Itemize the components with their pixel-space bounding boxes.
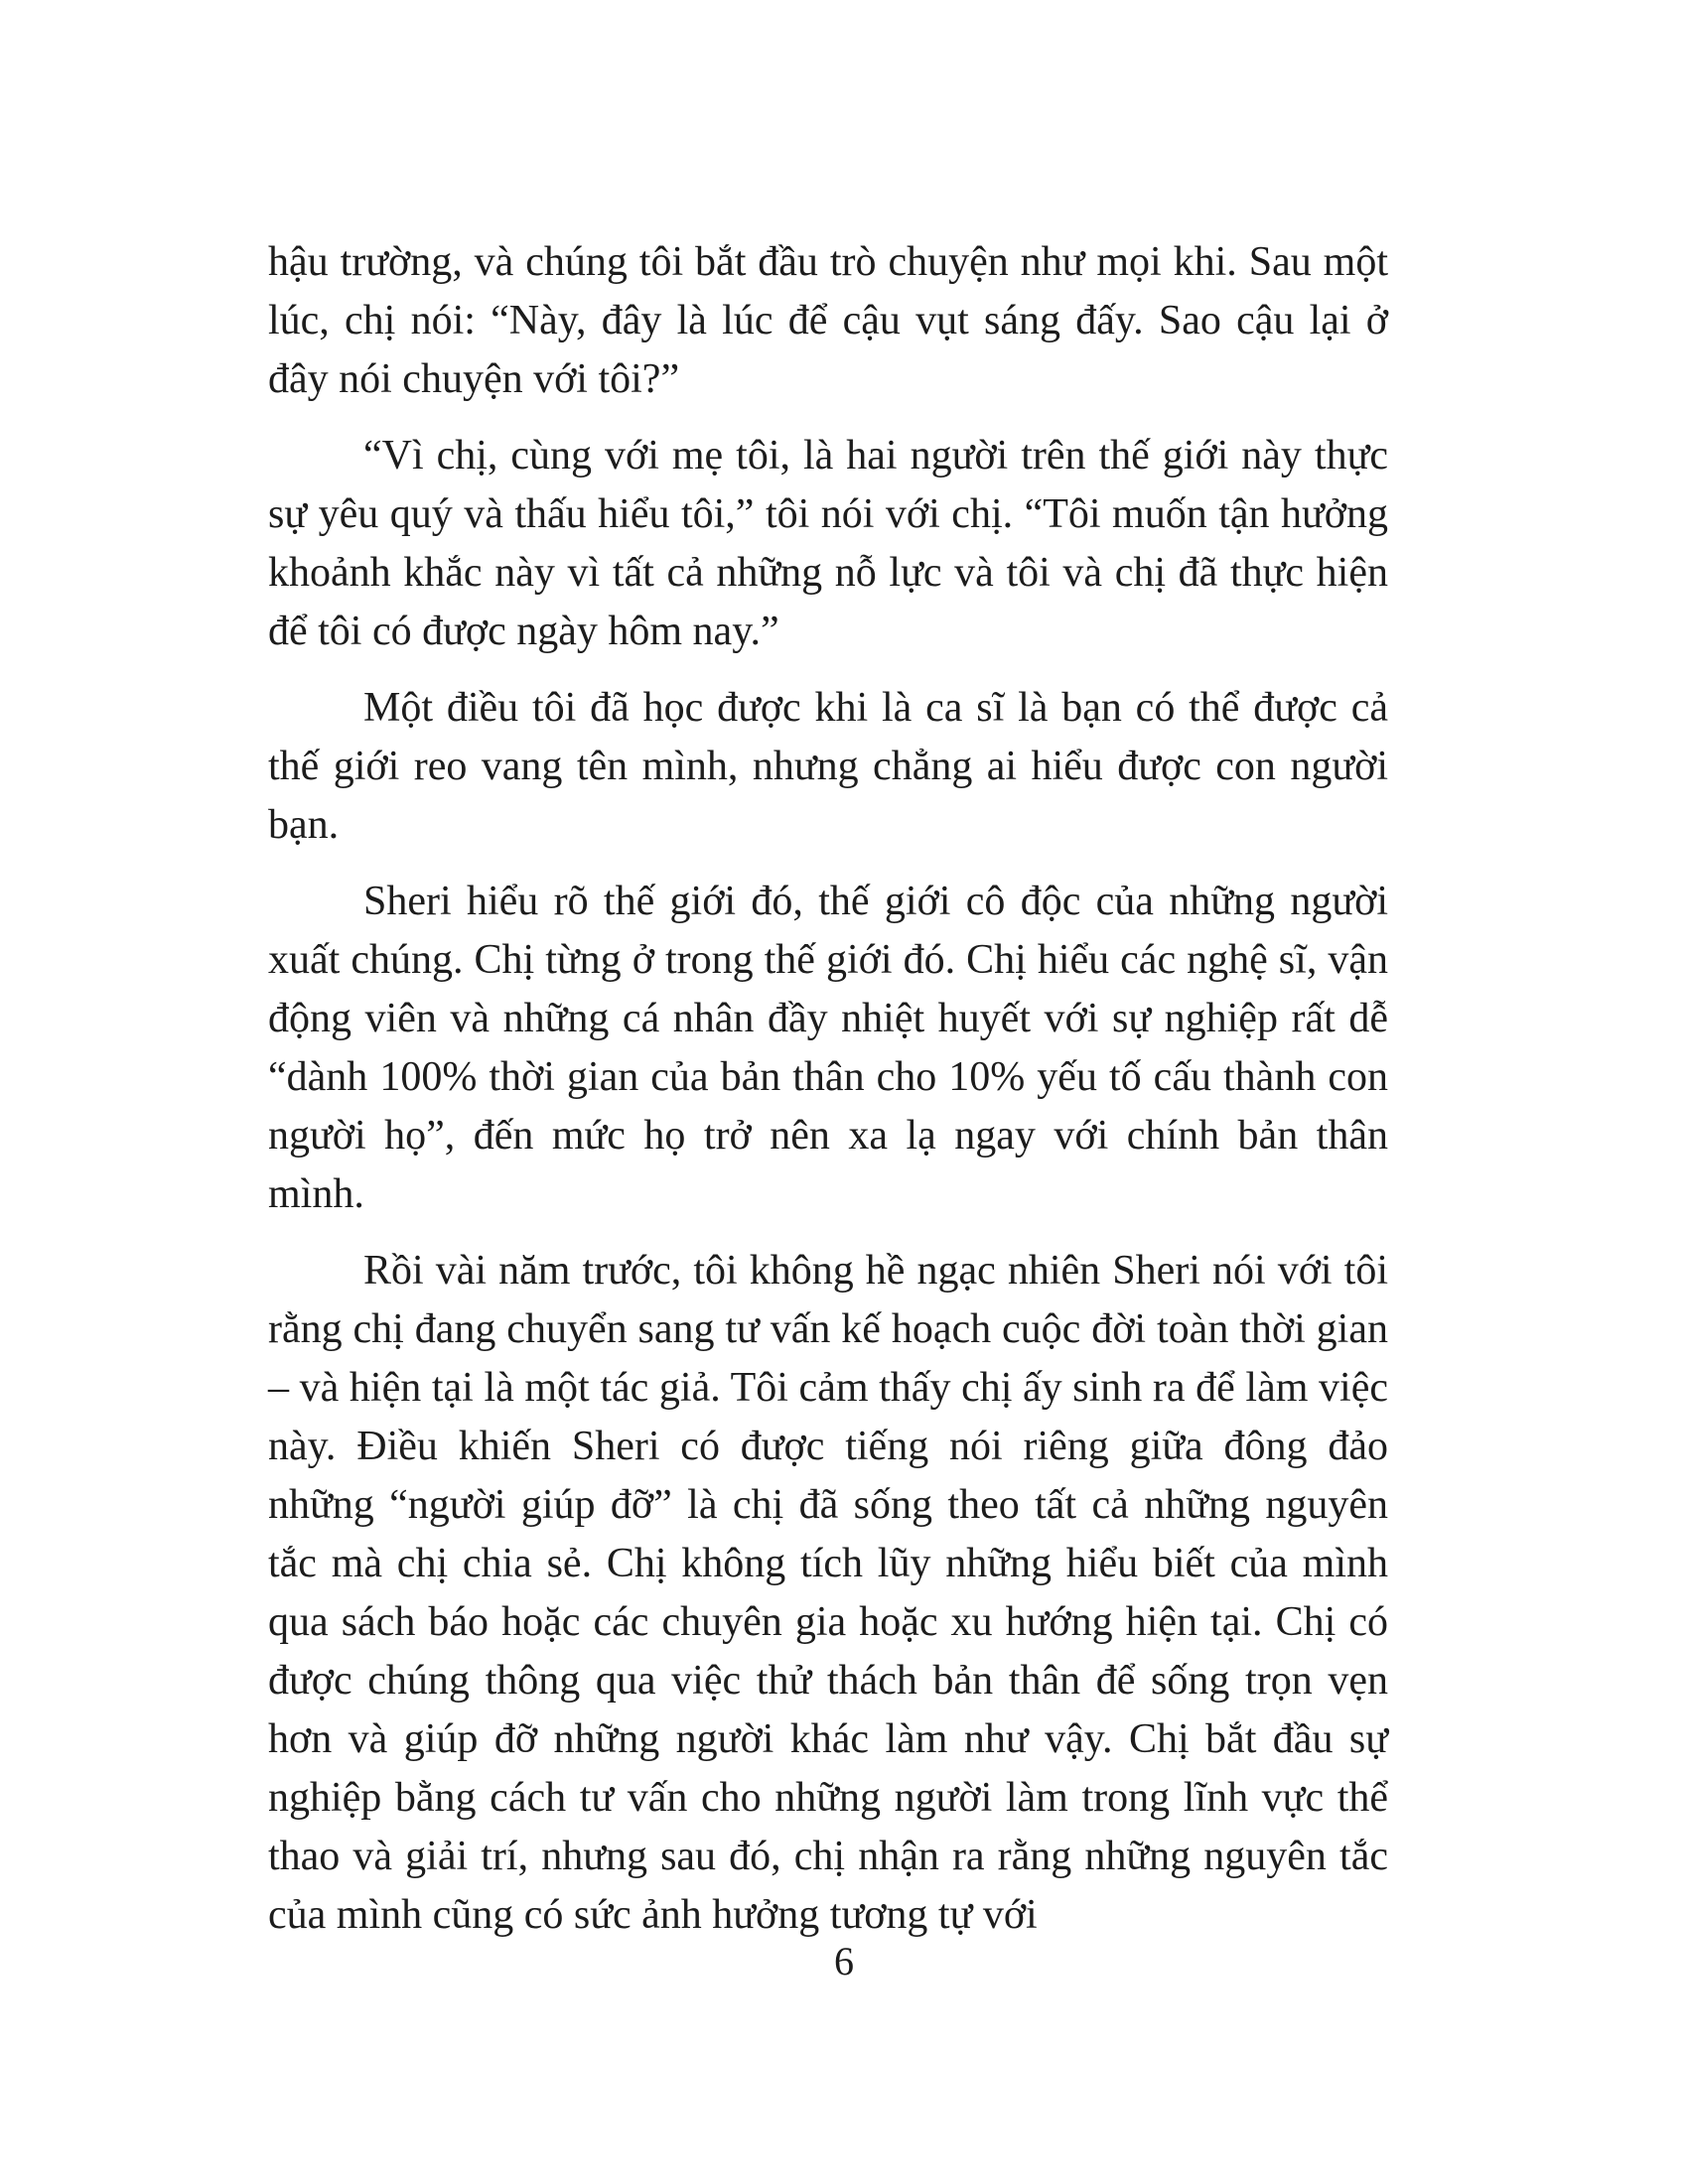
paragraph: “Vì chị, cùng với mẹ tôi, là hai người trên thế giới này thực sự yêu quý và thấu hiểu tôi,” tôi nói với chị. “Tôi muốn tận hưởng khoảnh khắc này vì tất cả những nỗ lực và tôi và chị đã thực hiện để tôi có được ngày hôm nay.” — [268, 433, 1388, 654]
paragraph: hậu trường, và chúng tôi bắt đầu trò chuyện như mọi khi. Sau một lúc, chị nói: “Này, đây là lúc để cậu vụt sáng đấy. Sao cậu lại ở đây nói chuyện với tôi?” — [268, 239, 1388, 402]
paragraph: Sheri hiểu rõ thế giới đó, thế giới cô độc của những người xuất chúng. Chị từng ở trong thế giới đó. Chị hiểu các nghệ sĩ, vận động viên và những cá nhân đầy nhiệt huyết với sự nghiệp rất dễ “dành 100% thời gian của bản thân cho 10% yếu tố cấu thành con người họ”, đến mức họ trở nên xa lạ ngay với chính bản thân mình. — [268, 879, 1388, 1217]
page-text — [268, 233, 1388, 1963]
paragraph: Một điều tôi đã học được khi là ca sĩ là bạn có thể được cả thế giới reo vang tên mình, nhưng chẳng ai hiểu được con người bạn. — [268, 685, 1388, 848]
paragraph: Rồi vài năm trước, tôi không hề ngạc nhiên Sheri nói với tôi rằng chị đang chuyển sang tư vấn kế hoạch cuộc đời toàn thời gian – và hiện tại là một tác giả. Tôi cảm thấy chị ấy sinh ra để làm việc này. Điều khiến Sheri có được tiếng nói riêng giữa đông đảo những “người giúp đỡ” là chị đã sống theo tất cả những nguyên tắc mà chị chia sẻ. Chị không tích lũy những hiểu biết của mình qua sách báo hoặc các chuyên gia hoặc xu hướng hiện tại. Chị có được chúng thông qua việc thử thách bản thân để sống trọn vẹn hơn và giúp đỡ những người khác làm như vậy. Chị bắt đầu sự nghiệp bằng cách tư vấn cho những người làm trong lĩnh vực thể thao và giải trí, nhưng sau đó, chị nhận ra rằng những nguyên tắc của mình cũng có sức ảnh hưởng tương tự với — [268, 1248, 1388, 1938]
page-number: 6 — [834, 1939, 854, 1983]
